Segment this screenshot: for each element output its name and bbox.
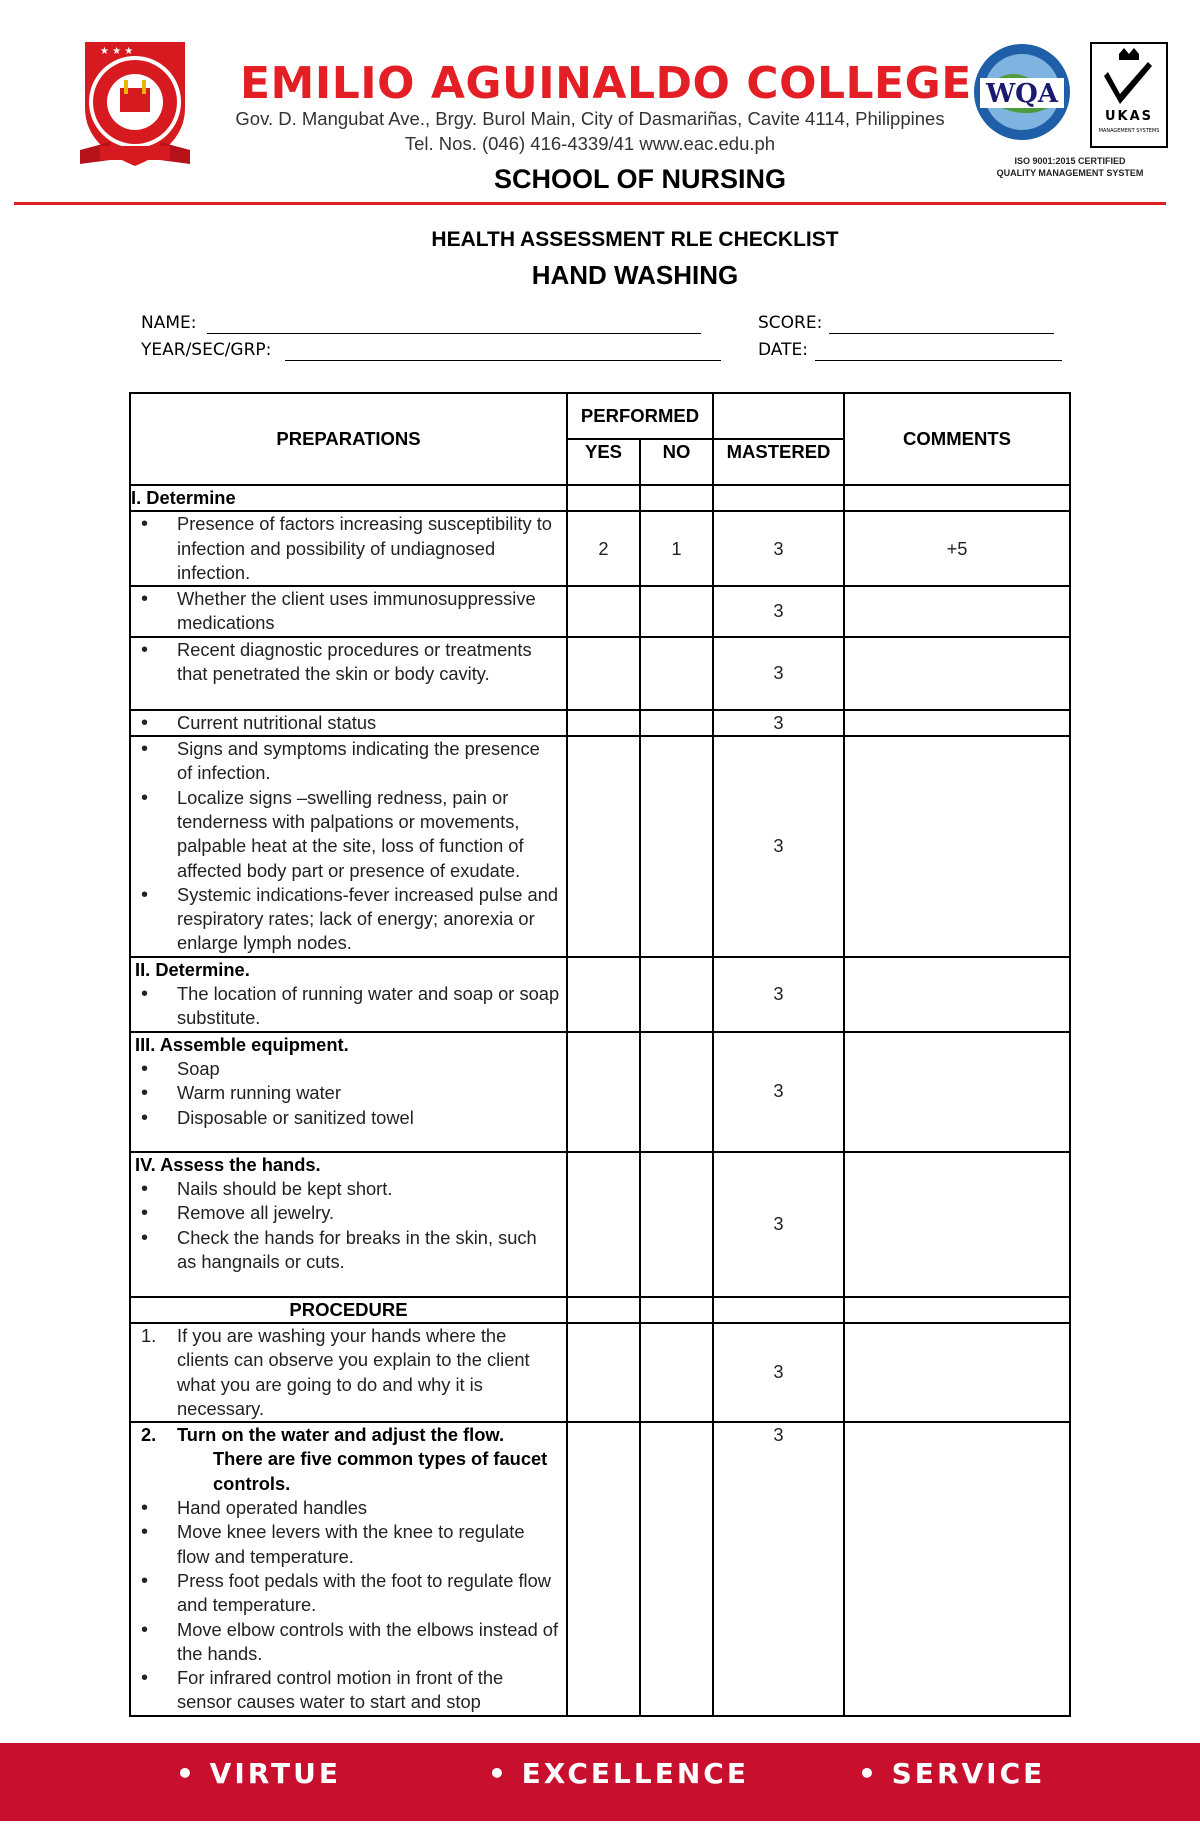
procedure-header-row <box>130 1297 1070 1323</box>
table-header-row <box>130 393 1070 439</box>
mastered-cell[interactable] <box>713 1297 844 1323</box>
list-item: • Whether the client uses immunosuppressive medications <box>131 587 566 636</box>
document-subtitle: HAND WASHING <box>531 260 739 290</box>
item-cell <box>130 637 567 710</box>
list-item: • Recent diagnostic procedures or treatments that penetrated the skin or body cavity. <box>131 638 566 687</box>
mastered-cell[interactable]: 3 <box>713 710 844 736</box>
yes-cell[interactable] <box>567 1323 640 1422</box>
table-row <box>130 710 1070 736</box>
list-item: • Move knee levers with the knee to regulate flow and temperature. <box>131 1520 566 1569</box>
list-item: • Localize signs –swelling redness, pain or tenderness with palpations or movements, palpable heat at the site, loss of function of affected body part or presence of exudate. <box>131 786 566 883</box>
mastered-header: MASTERED <box>713 439 844 485</box>
yes-cell[interactable] <box>567 1297 640 1323</box>
table-row <box>130 736 1070 957</box>
ukas-logo-subtext: MANAGEMENT SYSTEMS <box>1098 128 1160 134</box>
wqa-logo <box>972 42 1072 142</box>
no-cell[interactable] <box>640 586 713 637</box>
list-item: • Check the hands for breaks in the skin, such as hangnails or cuts. <box>131 1226 566 1275</box>
footer-service: • SERVICE <box>858 1757 1046 1790</box>
section-title: III. Assemble equipment. <box>135 1033 349 1055</box>
year-sec-grp-label: YEAR/SEC/GRP: <box>141 340 272 360</box>
list-item: • Warm running water <box>131 1081 566 1105</box>
item-cell <box>130 1422 567 1716</box>
header-blank-cell <box>713 393 844 439</box>
iso-certification <box>965 155 1175 179</box>
comments-header: COMMENTS <box>844 393 1070 485</box>
no-cell[interactable] <box>640 1422 713 1716</box>
score-label: SCORE: <box>758 313 823 333</box>
iso-line-2: QUALITY MANAGEMENT SYSTEM <box>996 168 1144 178</box>
procedure-step <box>131 1324 566 1421</box>
step-subtitle: There are five common types of faucet controls. <box>213 1448 548 1494</box>
list-item: • Remove all jewelry. <box>131 1201 566 1225</box>
no-cell[interactable] <box>640 485 713 511</box>
no-cell[interactable] <box>640 957 713 1032</box>
section-title: IV. Assess the hands. <box>135 1153 321 1175</box>
comments-cell[interactable] <box>844 736 1070 957</box>
comments-cell[interactable] <box>844 637 1070 710</box>
mastered-cell[interactable] <box>713 485 844 511</box>
footer-excellence: • EXCELLENCE <box>488 1757 749 1790</box>
wqa-logo-text: WQA <box>985 79 1059 109</box>
name-label: NAME: <box>141 313 197 333</box>
item-cell <box>130 1032 567 1152</box>
yes-cell[interactable] <box>567 957 640 1032</box>
table-row <box>130 586 1070 637</box>
college-address: Gov. D. Mangubat Ave., Brgy. Burol Main, City of Dasmariñas, Cavite 4114, Philippines <box>235 108 945 129</box>
year-sec-grp-field[interactable] <box>285 360 721 361</box>
table-row <box>130 511 1070 586</box>
score-field[interactable] <box>829 333 1054 334</box>
college-name: EMILIO AGUINALDO COLLEGE <box>240 58 972 109</box>
no-cell[interactable] <box>640 1152 713 1297</box>
mastered-cell[interactable]: 3 <box>713 957 844 1032</box>
step-title: Turn on the water and adjust the flow. <box>177 1424 505 1446</box>
list-item: • Press foot pedals with the foot to regulate flow and temperature. <box>131 1569 566 1618</box>
comments-cell[interactable] <box>844 1323 1070 1422</box>
mastered-cell[interactable]: 3 <box>713 1032 844 1152</box>
yes-cell[interactable] <box>567 1152 640 1297</box>
no-cell[interactable] <box>640 1297 713 1323</box>
section-title: I. Determine <box>130 485 567 511</box>
list-item: • Presence of factors increasing susceptibility to infection and possibility of undiagnosed infection. <box>131 512 566 585</box>
no-cell[interactable] <box>640 710 713 736</box>
yes-cell[interactable] <box>567 485 640 511</box>
comments-cell[interactable] <box>844 1422 1070 1716</box>
no-cell[interactable] <box>640 736 713 957</box>
section-row <box>130 485 1070 511</box>
college-seal-logo <box>70 38 200 170</box>
item-cell <box>130 1152 567 1297</box>
list-item: • Hand operated handles <box>131 1496 566 1520</box>
date-label: DATE: <box>758 340 808 360</box>
list-item: • Soap <box>131 1057 566 1081</box>
comments-cell[interactable] <box>844 710 1070 736</box>
list-item: • Current nutritional status <box>131 711 566 735</box>
yes-cell[interactable]: 2 <box>567 511 640 586</box>
mastered-cell[interactable]: 3 <box>713 637 844 710</box>
table-row <box>130 1422 1070 1716</box>
list-item: • Signs and symptoms indicating the presence of infection. <box>131 737 566 786</box>
comments-cell[interactable] <box>844 1032 1070 1152</box>
list-item: • The location of running water and soap or soap substitute. <box>131 982 566 1031</box>
comments-cell[interactable]: +5 <box>844 511 1070 586</box>
procedure-title: PROCEDURE <box>130 1297 567 1323</box>
college-contact: Tel. Nos. (046) 416-4339/41 www.eac.edu.ph <box>404 133 776 154</box>
section-title: II. Determine. <box>135 958 250 980</box>
footer-virtue: • VIRTUE <box>176 1757 341 1790</box>
table-row <box>130 1032 1070 1152</box>
yes-cell[interactable] <box>567 1032 640 1152</box>
no-cell[interactable] <box>640 1323 713 1422</box>
list-item: • Disposable or sanitized towel <box>131 1106 566 1130</box>
ukas-logo-text: UKAS <box>1104 109 1154 124</box>
yes-cell[interactable] <box>567 736 640 957</box>
name-field[interactable] <box>207 333 701 334</box>
header-divider <box>14 202 1166 205</box>
mastered-cell[interactable]: 3 <box>713 1152 844 1297</box>
mastered-cell[interactable]: 3 <box>713 1422 844 1716</box>
comments-cell[interactable] <box>844 1297 1070 1323</box>
yes-header: YES <box>567 439 640 485</box>
item-cell <box>130 710 567 736</box>
no-header: NO <box>640 439 713 485</box>
item-cell <box>130 1323 567 1422</box>
list-item: • Move elbow controls with the elbows instead of the hands. <box>131 1618 566 1667</box>
no-cell[interactable]: 1 <box>640 511 713 586</box>
checklist-table <box>129 392 1071 1717</box>
date-field[interactable] <box>815 360 1062 361</box>
comments-cell[interactable] <box>844 957 1070 1032</box>
yes-cell[interactable] <box>567 710 640 736</box>
school-name: SCHOOL OF NURSING <box>493 164 787 194</box>
iso-line-1: ISO 9001:2015 CERTIFIED <box>1014 156 1126 166</box>
step-number: 2. <box>141 1424 157 1446</box>
item-cell <box>130 586 567 637</box>
item-cell <box>130 511 567 586</box>
no-cell[interactable] <box>640 637 713 710</box>
list-item: • For infrared control motion in front of the sensor causes water to start and stop <box>131 1666 566 1715</box>
comments-cell[interactable] <box>844 1152 1070 1297</box>
procedure-step <box>131 1423 566 1447</box>
item-cell <box>130 957 567 1032</box>
item-cell <box>130 736 567 957</box>
preparations-header: PREPARATIONS <box>130 393 567 485</box>
step-number: 1. <box>141 1324 157 1346</box>
table-row <box>130 957 1070 1032</box>
list-item: • Nails should be kept short. <box>131 1177 566 1201</box>
mastered-cell[interactable]: 3 <box>713 1323 844 1422</box>
yes-cell[interactable] <box>567 586 640 637</box>
ukas-logo <box>1090 42 1168 148</box>
yes-cell[interactable] <box>567 1422 640 1716</box>
mastered-cell[interactable]: 3 <box>713 736 844 957</box>
yes-cell[interactable] <box>567 637 640 710</box>
step-text: If you are washing your hands where the clients can observe you explain to the client what you are going to do and why it is necessary. <box>177 1324 530 1419</box>
no-cell[interactable] <box>640 1032 713 1152</box>
comments-cell[interactable] <box>844 485 1070 511</box>
mastered-cell[interactable]: 3 <box>713 511 844 586</box>
table-row <box>130 637 1070 710</box>
comments-cell[interactable] <box>844 586 1070 637</box>
document-title: HEALTH ASSESSMENT RLE CHECKLIST <box>431 228 839 251</box>
performed-header: PERFORMED <box>567 393 713 439</box>
table-row <box>130 1323 1070 1422</box>
mastered-cell[interactable]: 3 <box>713 586 844 637</box>
svg-text:★ ★ ★: ★ ★ ★ <box>100 46 134 57</box>
table-row <box>130 1152 1070 1297</box>
list-item: • Systemic indications-fever increased pulse and respiratory rates; lack of energy; anorexia or enlarge lymph nodes. <box>131 883 566 956</box>
